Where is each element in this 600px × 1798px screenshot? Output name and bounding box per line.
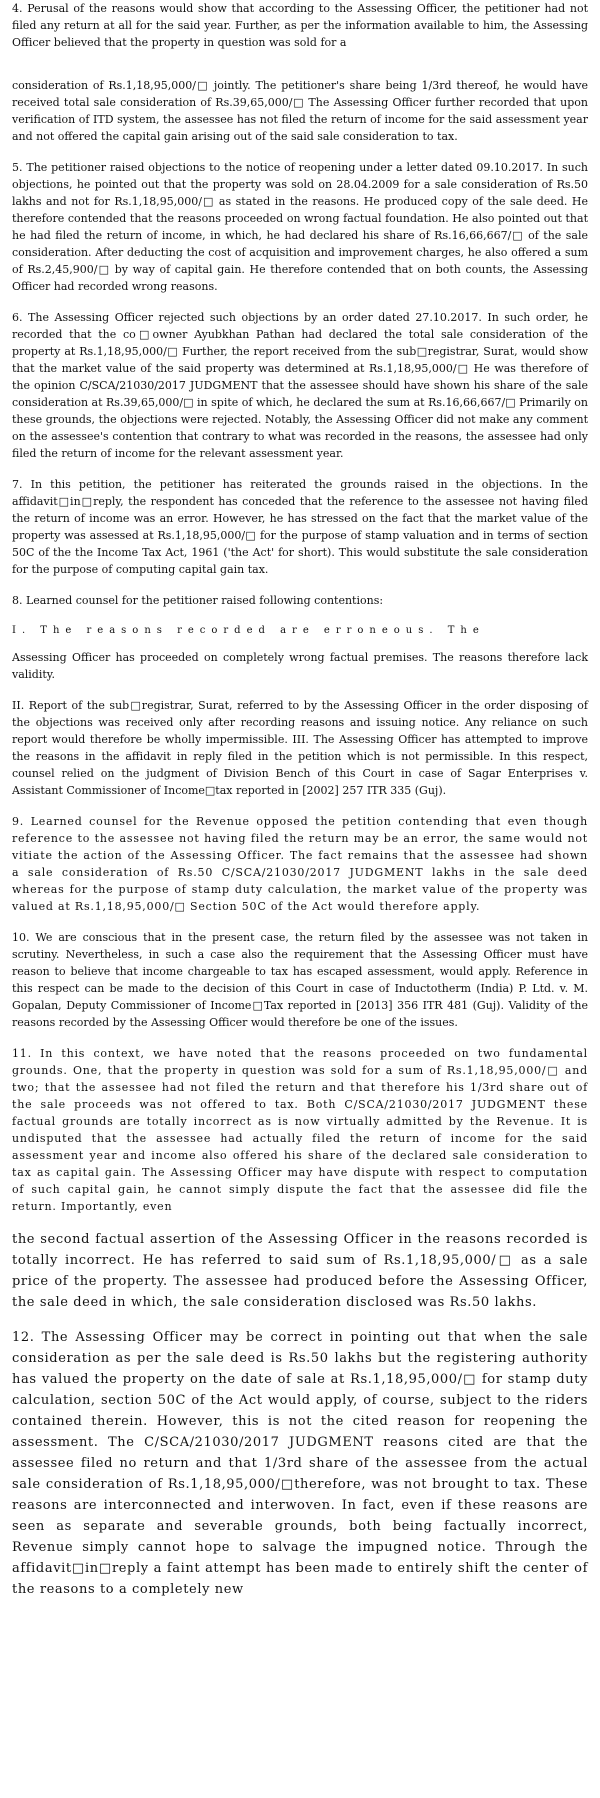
paragraph-12: 12. The Assessing Officer may be correct in pointing out that when the sale consideration as per the sale deed is Rs.50 lakhs but the registering authority has valued the property on the date of sale at Rs.1,18,95,000/□ for stamp duty calculation, section 50C of the Act would apply, of course, subject to the riders contained therein. However, this is not the cited reason for reopening the assessment. The C/SCA/21030/2017 JUDGMENT reasons cited are that the assessee filed no return and that 1/3rd share of the assessee from the actual sale consideration of Rs.1,18,95,000/□therefore, was not brought to tax. These reasons are interconnected and interwoven. In fact, even if these reasons are seen as separate and severable grounds, both being factually incorrect, Revenue simply cannot hope to salvage the impugned notice. Through the affidavit□in□reply a faint attempt has been made to entirely shift the center of the reasons to a completely new [12, 1330, 588, 1597]
contention-two-three: II. Report of the sub□registrar, Surat, referred to by the Assessing Officer in the order disposing of the objections was received only after recording reasons and issuing notice. Any reliance on such report would therefore be wholly impermissible. III. The Assessing Officer has attempted to improve the reasons in the affidavit in reply filed in the petition which is not permissible. In this respect, counsel relied on the judgment of Division Bench of this Court in case of Sagar Enterprises v. Assistant Commissioner of Income□tax reported in [2002] 257 ITR 335 (Guj). [12, 699, 588, 797]
paragraph-11: 11. In this context, we have noted that the reasons proceeded on two fundamental grounds. One, that the property in question was sold for a sum of Rs.1,18,95,000/□ and two; that the assessee had not filed the return and that therefore his 1/3rd share out of the sale proceeds was not offered to tax. Both C/SCA/21030/2017 JUDGMENT these factual grounds are totally incorrect as is now virtually admitted by the Revenue. It is undisputed that the assessee had actually filed the return of income for the said assessment year and income also offered his share of the declared sale consideration to tax as capital gain. The Assessing Officer may have dispute with respect to computation of such capital gain, he cannot simply dispute the fact that the assessee did file the return. Importantly, even [12, 1047, 588, 1213]
paragraph-9: 9. Learned counsel for the Revenue opposed the petition contending that even though reference to the assessee not having filed the return may be an error, the same would not vitiate the action of the Assessing Officer. The fact remains that the assessee had shown a sale consideration of Rs.50 C/SCA/21030/2017 JUDGMENT lakhs in the sale deed whereas for the purpose of stamp duty calculation, the market value of the property was valued at Rs.1,18,95,000/□ Section 50C of the Act would therefore apply. [12, 815, 588, 913]
paragraph-11-continued: the second factual assertion of the Assessing Officer in the reasons recorded is totally incorrect. He has referred to said sum of Rs.1,18,95,000/□ as a sale price of the property. The assessee had produced before the Assessing Officer, the sale deed in which, the sale consideration disclosed was Rs.50 lakhs. [12, 1232, 588, 1310]
paragraph-4-continued: consideration of Rs.1,18,95,000/□ jointly. The petitioner's share being 1/3rd thereof, he would have received total sale consideration of Rs.39,65,000/□ The Assessing Officer further recorded that upon verification of ITD system, the assessee has not filed the return of income for the said assessment year and not offered the capital gain arising out of the said sale consideration to tax. [12, 79, 588, 143]
contention-one-continued: Assessing Officer has proceeded on completely wrong factual premises. The reasons therefore lack validity. [12, 651, 588, 681]
paragraph-10: 10. We are conscious that in the present case, the return filed by the assessee was not taken in scrutiny. Nevertheless, in such a case also the requirement that the Assessing Officer must have reason to believe that income chargeable to tax has escaped assessment, would apply. Reference in this respect can be made to the decision of this Court in case of Inductotherm (India) P. Ltd. v. M. Gopalan, Deputy Commissioner of Income□Tax reported in [2013] 356 ITR 481 (Guj). Validity of the reasons recorded by the Assessing Officer would therefore be one of the issues. [12, 931, 588, 1029]
paragraph-5: 5. The petitioner raised objections to the notice of reopening under a letter dated 09.10.2017. In such objections, he pointed out that the property was sold on 28.04.2009 for a sale consideration of Rs.50 lakhs and not for Rs.1,18,95,000/□ as stated in the reasons. He produced copy of the sale deed. He therefore contended that the reasons proceeded on wrong factual foundation. He also pointed out that he had filed the return of income, in which, he had declared his share of Rs.16,66,667/□ of the sale consideration. After deducting the cost of acquisition and improvement charges, he also offered a sum of Rs.2,45,900/□ by way of capital gain. He therefore contended that on both counts, the Assessing Officer had recorded wrong reasons. [12, 161, 588, 293]
paragraph-8: 8. Learned counsel for the petitioner raised following contentions: [12, 594, 384, 607]
paragraph-7: 7. In this petition, the petitioner has reiterated the grounds raised in the objections. In the affidavit□in□reply, the respondent has conceded that the reference to the assessee not having filed the return of income was an error. However, he has stressed on the fact that the market value of the property was assessed at Rs.1,18,95,000/□ for the purpose of stamp valuation and in terms of section 50C of the the Income Tax Act, 1961 ('the Act' for short). This would substitute the sale consideration for the purpose of computing capital gain tax. [12, 478, 588, 576]
paragraph-6: 6. The Assessing Officer rejected such objections by an order dated 27.10.2017. In such order, he recorded that the co□owner Ayubkhan Pathan had declared the total sale consideration of the property at Rs.1,18,95,000/□ Further, the report received from the sub□registrar, Surat, would show that the market value of the said property was determined at Rs.1,18,95,000/□ He was therefore of the opinion C/SCA/21030/2017 JUDGMENT that the assessee should have shown his share of the sale consideration at Rs.39,65,000/□ in spite of which, he declared the sum at Rs.16,66,667/□ Primarily on these grounds, the objections were rejected. Notably, the Assessing Officer did not make any comment on the assessee's contention that contrary to what was recorded in the reasons, the assessee had only filed the return of income for the relevant assessment year. [12, 311, 588, 460]
contention-one: I. The reasons recorded are erroneous. The [12, 625, 485, 636]
paragraph-4: 4. Perusal of the reasons would show that according to the Assessing Officer, the petitioner had not filed any return at all for the said year. Further, as per the information available to him, the Assessing Officer believed that the property in question was sold for a [12, 2, 588, 49]
